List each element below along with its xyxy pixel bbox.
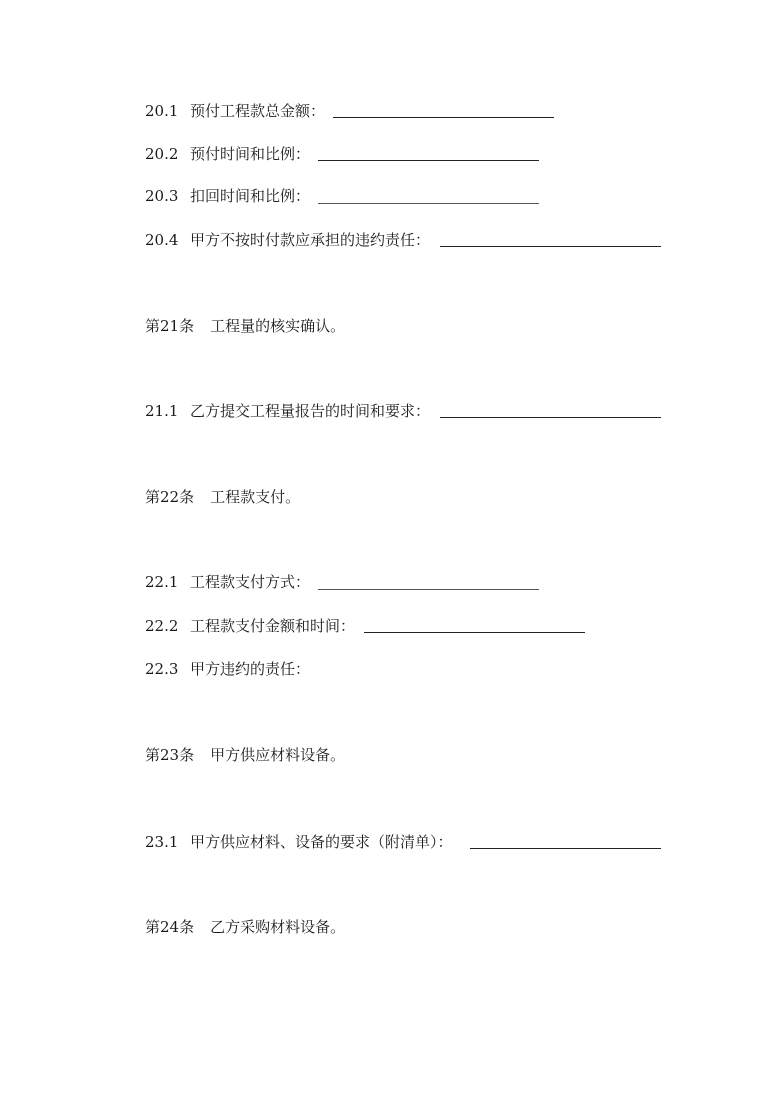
clause-label: 乙方提交工程量报告的时间和要求： [190, 402, 431, 420]
clause-number: 20.1 [145, 102, 179, 120]
clause-number: 20.2 [145, 145, 179, 163]
article-24-heading [145, 916, 345, 938]
article-21-heading [145, 315, 345, 337]
clause-label: 工程款支付金额和时间： [190, 617, 356, 635]
article-title: 工程量的核实确认。 [210, 317, 346, 335]
clause-20-1 [145, 100, 325, 122]
clause-label: 甲方供应材料、设备的要求（附清单）： [190, 833, 453, 851]
clause-number: 21.1 [145, 402, 179, 420]
article-number: 第24条 [145, 918, 195, 936]
clause-label: 工程款支付方式： [190, 573, 311, 591]
clause-22-1 [145, 571, 310, 593]
clause-number: 22.2 [145, 617, 179, 635]
fill-in-blank-line[interactable] [318, 203, 539, 204]
fill-in-blank-line[interactable] [318, 589, 539, 590]
clause-number: 22.1 [145, 573, 179, 591]
clause-22-3 [145, 658, 310, 680]
clause-20-2 [145, 143, 310, 165]
fill-in-blank-line[interactable] [440, 417, 661, 418]
clause-label: 扣回时间和比例： [190, 187, 311, 205]
fill-in-blank-line[interactable] [364, 632, 585, 633]
clause-label: 预付时间和比例： [190, 145, 311, 163]
article-title: 甲方供应材料设备。 [210, 746, 346, 764]
article-22-heading [145, 486, 300, 508]
article-number: 第21条 [145, 317, 195, 335]
article-23-heading [145, 744, 345, 766]
clause-23-1 [145, 831, 453, 853]
article-title: 工程款支付。 [210, 488, 301, 506]
fill-in-blank-line[interactable] [470, 848, 661, 849]
clause-20-4 [145, 229, 430, 251]
clause-label: 甲方违约的责任： [190, 660, 311, 678]
clause-number: 20.4 [145, 231, 179, 249]
article-number: 第23条 [145, 746, 195, 764]
clause-20-3 [145, 185, 310, 207]
clause-number: 20.3 [145, 187, 179, 205]
article-title: 乙方采购材料设备。 [210, 918, 346, 936]
fill-in-blank-line[interactable] [333, 117, 554, 118]
clause-label: 预付工程款总金额： [190, 102, 326, 120]
clause-22-2 [145, 615, 355, 637]
article-number: 第22条 [145, 488, 195, 506]
fill-in-blank-line[interactable] [318, 160, 539, 161]
fill-in-blank-line[interactable] [440, 246, 661, 247]
clause-21-1 [145, 400, 430, 422]
clause-number: 23.1 [145, 833, 179, 851]
clause-number: 22.3 [145, 660, 179, 678]
clause-label: 甲方不按时付款应承担的违约责任： [190, 231, 431, 249]
